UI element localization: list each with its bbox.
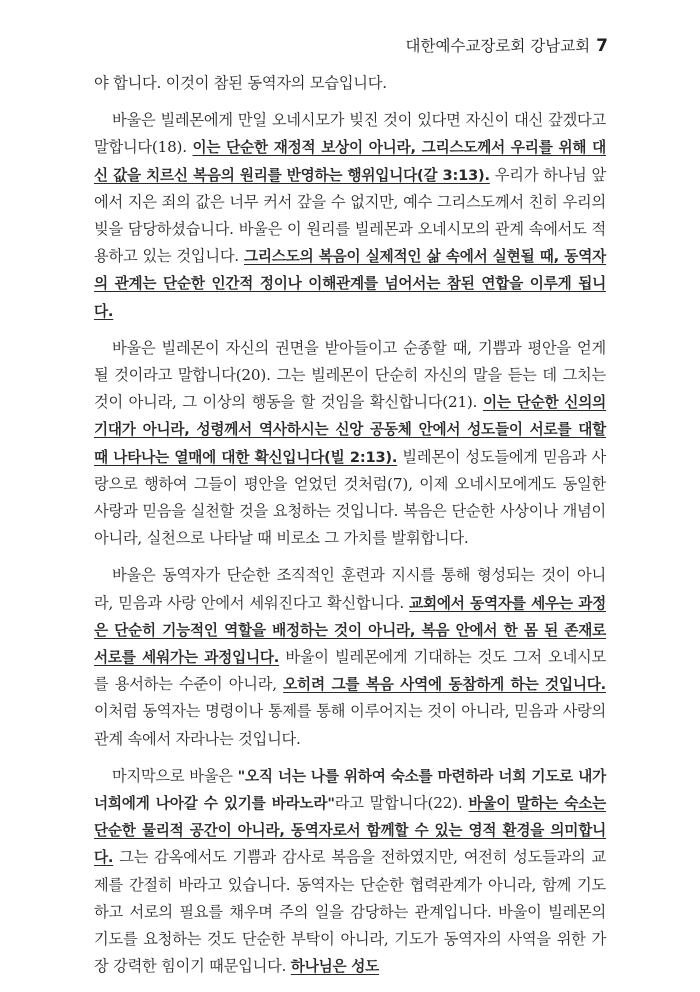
underlined-emphasis: 교회에서 동역자를 세우는 과정은 단순히 기능적인 역할을 배정하는 것이 아니라, 복음 안에서 한 몸 된 존재로 서로를 세워가는 과정입니다. <box>94 594 606 667</box>
text-segment: 바울은 동역자가 단순한 조직적인 훈련과 지시를 통해 형성되는 것이 아니라, 믿음과 사랑 안에서 세워진다고 확신합니다. <box>94 566 606 612</box>
text-segment: 라고 말합니다(22). <box>334 794 469 813</box>
text-segment: 바울은 빌레몬에게 만일 오네시모가 빚진 것이 있다면 자신이 대신 갚겠다고 말합니다(18). <box>94 111 606 157</box>
page-header <box>406 34 608 56</box>
text-segment: 이처럼 동역자는 명령이나 통제를 통해 이루어지는 것이 아니라, 믿음과 사랑의 관계 속에서 자라나는 것입니다. <box>94 702 606 748</box>
text-segment: 바울은 빌레몬이 자신의 권면을 받아들이고 순종할 때, 기쁨과 평안을 얻게 될 것이라고 말합니다(20). 그는 빌레몬이 단순히 자신의 말을 듣는 데 그치는 것이 아니라, 그 이상의 행동을 할 것임을 확신합니다(21). <box>94 338 606 412</box>
text-segment: 우리가 하나님 앞에서 지은 죄의 값은 너무 커서 갚을 수 없지만, 예수 그리스도께서 친히 우리의 빚을 담당하셨습니다. 바울은 이 원리를 빌레몬과 오네시모의 관계 속에서도 적용하고 있는 것입니다. <box>94 165 606 266</box>
church-name: 대한예수교장로회 강남교회 <box>405 37 591 55</box>
text-segment: 빌레몬이 성도들에게 믿음과 사랑으로 행하여 그들이 평안을 얻었던 것처럼(7), 이제 오네시모에게도 동일한 사랑과 믿음을 실천할 것을 요청하는 것입니다. 복음은 단순한 사상이나 개념이 아니라, 실천으로 나타날 때 비로소 그 가치를 발휘합니다. <box>94 447 606 548</box>
paragraph <box>94 107 606 325</box>
paragraph <box>94 335 606 553</box>
text-segment: 그는 감옥에서도 기쁨과 감사로 복음을 전하였지만, 여전히 성도들과의 교제를 간절히 바라고 있습니다. 동역자는 단순한 협력관계가 아니라, 함께 기도하고 서로의 필요를 채우며 주의 일을 감당하는 관계입니다. 바울이 빌레몬의 기도를 요청하는 것도 단순한 부탁이 아니라, 기도가 동역자의 사역을 위한 가장 강력한 힘이기 때문입니다. <box>94 848 606 976</box>
text-segment: 바울이 빌레몬에게 기대하는 것도 그저 오네시모를 용서하는 수준이 아니라, <box>94 648 606 694</box>
underlined-emphasis: 이는 단순한 재정적 보상이 아니라, 그리스도께서 우리를 위해 대신 값을 치르신 복음의 원리를 반영하는 행위입니다(갈 3:13). <box>94 139 606 184</box>
paragraph <box>94 562 606 752</box>
underlined-emphasis: 그리스도의 복음이 실제적인 삶 속에서 실현될 때, 동역자의 관계는 단순한 인간적 정이나 이해관계를 넘어서는 참된 연합을 이루게 됩니다. <box>94 248 606 320</box>
underlined-emphasis: 이는 단순한 신의의 기대가 아니라, 성령께서 역사하시는 신앙 공동체 안에서 성도들이 서로를 대할 때 나타나는 열매에 대한 확신입니다(빌 2:13). <box>94 394 606 466</box>
text-segment: 야 합니다. 이것이 참된 동역자의 모습입니다. <box>94 74 387 92</box>
scripture-quote: "오직 너는 나를 위하여 숙소를 마련하라 너희 기도로 내가 너희에게 나아갈 수 있기를 바라노라" <box>94 767 606 813</box>
body-text <box>94 70 606 991</box>
text-segment: 마지막으로 바울은 <box>112 766 238 785</box>
page-number: 7 <box>596 36 608 56</box>
underlined-emphasis: 바울이 말하는 숙소는 단순한 물리적 공간이 아니라, 동역자로서 함께할 수 있는 영적 환경을 의미합니다. <box>94 795 606 867</box>
underlined-emphasis: 하나님은 성도 <box>290 958 380 976</box>
paragraph <box>94 763 606 981</box>
paragraph <box>94 70 606 97</box>
underlined-emphasis: 오히려 그를 복음 사역에 동참하게 하는 것입니다. <box>283 676 606 694</box>
